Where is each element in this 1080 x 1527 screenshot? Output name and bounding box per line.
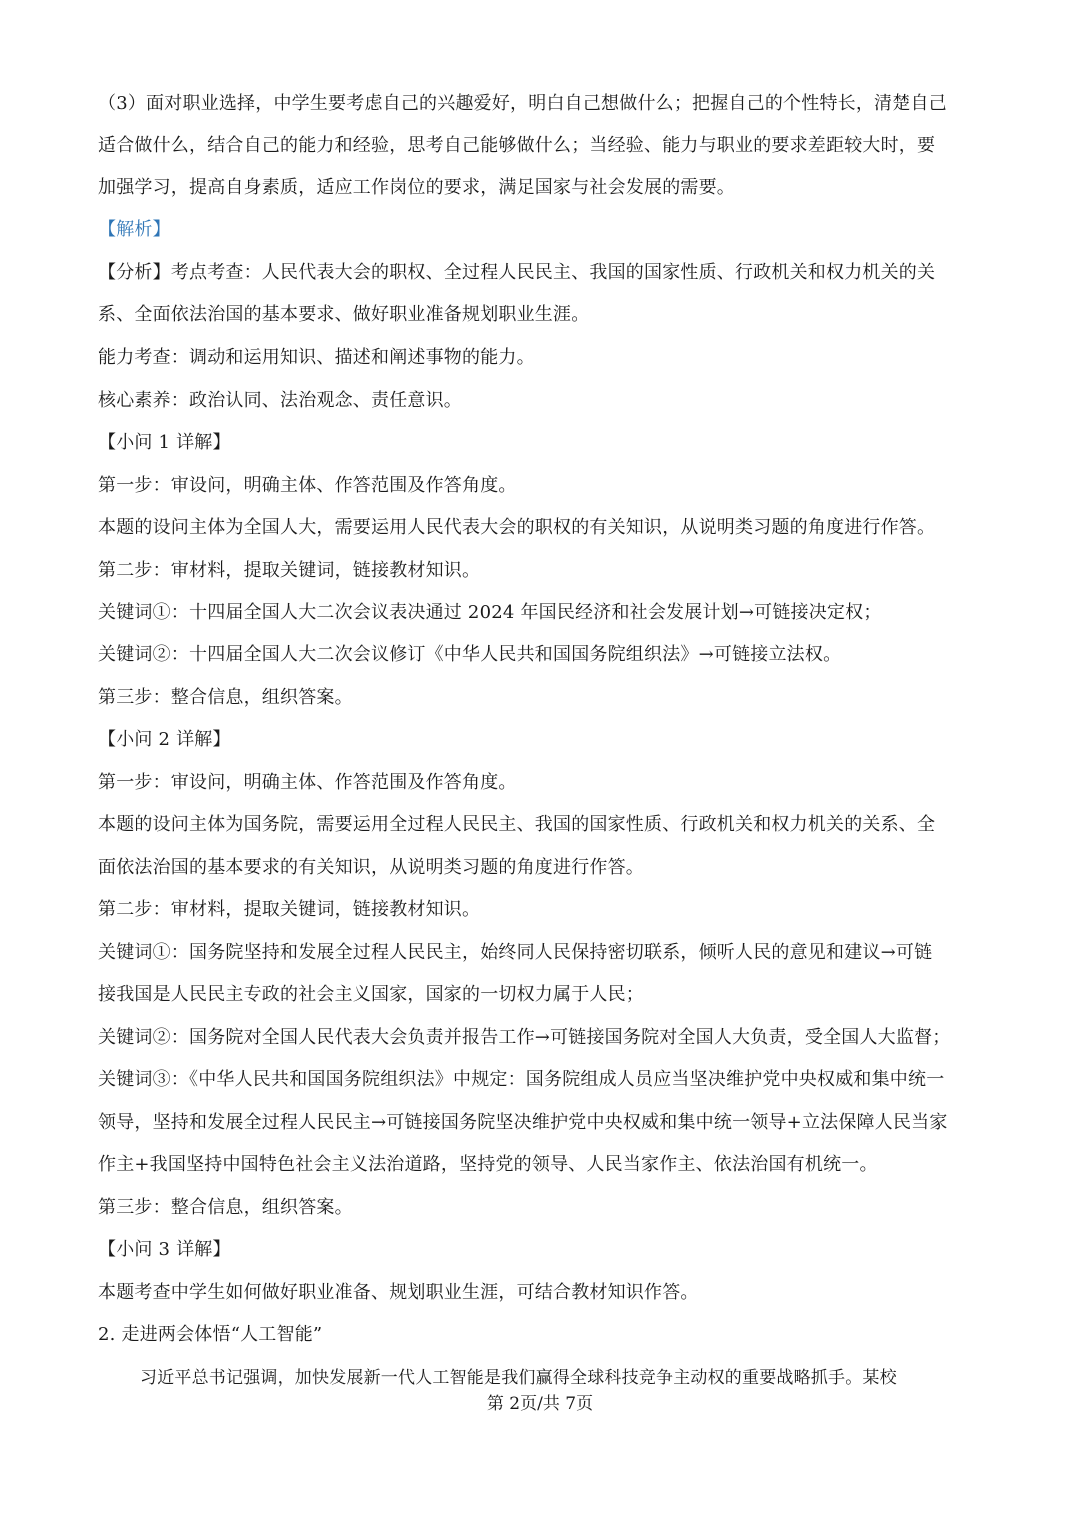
next-question-title: 2. 走进两会体悟“人工智能” bbox=[98, 1324, 323, 1345]
ability-line: 能力考查：调动和运用知识、描述和阐述事物的能力。 bbox=[98, 347, 535, 368]
analysis-heading: 【解析】 bbox=[98, 219, 171, 240]
question-3-heading: 【小问 3 详解】 bbox=[98, 1239, 231, 1260]
answer-3-line-3: 加强学习，提高自身素质，适应工作岗位的要求，满足国家与社会发展的需要。 bbox=[98, 177, 735, 198]
question-2-step-2: 第二步：审材料，提取关键词，链接教材知识。 bbox=[98, 899, 481, 920]
question-2-keyword-3-line-2: 领导，坚持和发展全过程人民民主→可链接国务院坚决维护党中央权威和集中统一领导+立法保障人民当家 bbox=[98, 1112, 948, 1133]
question-2-step-1-line-1: 本题的设问主体为国务院，需要运用全过程人民民主、我国的国家性质、行政机关和权力机关的关系、全 bbox=[98, 814, 936, 835]
question-1-keyword-1: 关键词①：十四届全国人大二次会议表决通过 2024 年国民经济和社会发展计划→可链接决定权； bbox=[98, 602, 882, 623]
question-2-keyword-3-line-3: 作主+我国坚持中国特色社会主义法治道路，坚持党的领导、人民当家作主、依法治国有机统一。 bbox=[98, 1154, 878, 1175]
analysis-points-line-1: 【分析】考点考查：人民代表大会的职权、全过程人民民主、我国的国家性质、行政机关和权力机关的关 bbox=[98, 262, 936, 283]
question-2-step-3: 第三步：整合信息，组织答案。 bbox=[98, 1197, 353, 1218]
answer-3-line-1: （3）面对职业选择，中学生要考虑自己的兴趣爱好，明白自己想做什么；把握自己的个性特长，清楚自己 bbox=[98, 93, 947, 114]
question-2-keyword-2: 关键词②：国务院对全国人民代表大会负责并报告工作→可链接国务院对全国人大负责，受全国人大监督； bbox=[98, 1027, 951, 1048]
core-literacy-line: 核心素养：政治认同、法治观念、责任意识。 bbox=[98, 390, 462, 411]
answer-3-line-2: 适合做什么，结合自己的能力和经验，思考自己能够做什么；当经验、能力与职业的要求差距较大时，要 bbox=[98, 135, 936, 156]
question-1-step-1-text: 本题的设问主体为全国人大，需要运用人民代表大会的职权的有关知识，从说明类习题的角度进行作答。 bbox=[98, 517, 936, 538]
question-2-step-1: 第一步：审设问，明确主体、作答范围及作答角度。 bbox=[98, 772, 517, 793]
question-2-keyword-1-line-2: 接我国是人民民主专政的社会主义国家，国家的一切权力属于人民； bbox=[98, 984, 644, 1005]
question-2-keyword-3-line-1: 关键词③：《中华人民共和国国务院组织法》中规定：国务院组成人员应当坚决维护党中央权威和集中统一 bbox=[98, 1069, 945, 1090]
question-1-step-1: 第一步：审设问，明确主体、作答范围及作答角度。 bbox=[98, 475, 517, 496]
question-3-text: 本题考查中学生如何做好职业准备、规划职业生涯，可结合教材知识作答。 bbox=[98, 1282, 699, 1303]
question-2-step-1-line-2: 面依法治国的基本要求的有关知识，从说明类习题的角度进行作答。 bbox=[98, 857, 644, 878]
question-1-heading: 【小问 1 详解】 bbox=[98, 432, 231, 453]
question-2-heading: 【小问 2 详解】 bbox=[98, 729, 231, 750]
analysis-points-line-2: 系、全面依法治国的基本要求、做好职业准备规划职业生涯。 bbox=[98, 304, 590, 325]
next-question-text: 习近平总书记强调，加快发展新一代人工智能是我们赢得全球科技竞争主动权的重要战略抓手。某校 bbox=[140, 1368, 897, 1388]
question-2-keyword-1-line-1: 关键词①：国务院坚持和发展全过程人民民主，始终同人民保持密切联系，倾听人民的意见和建议→可链 bbox=[98, 942, 933, 963]
page-number: 第 2页/共 7页 bbox=[486, 1394, 594, 1414]
question-1-step-2: 第二步：审材料，提取关键词，链接教材知识。 bbox=[98, 560, 481, 581]
question-1-step-3: 第三步：整合信息，组织答案。 bbox=[98, 687, 353, 708]
question-1-keyword-2: 关键词②：十四届全国人大二次会议修订《中华人民共和国国务院组织法》→可链接立法权。 bbox=[98, 644, 842, 665]
